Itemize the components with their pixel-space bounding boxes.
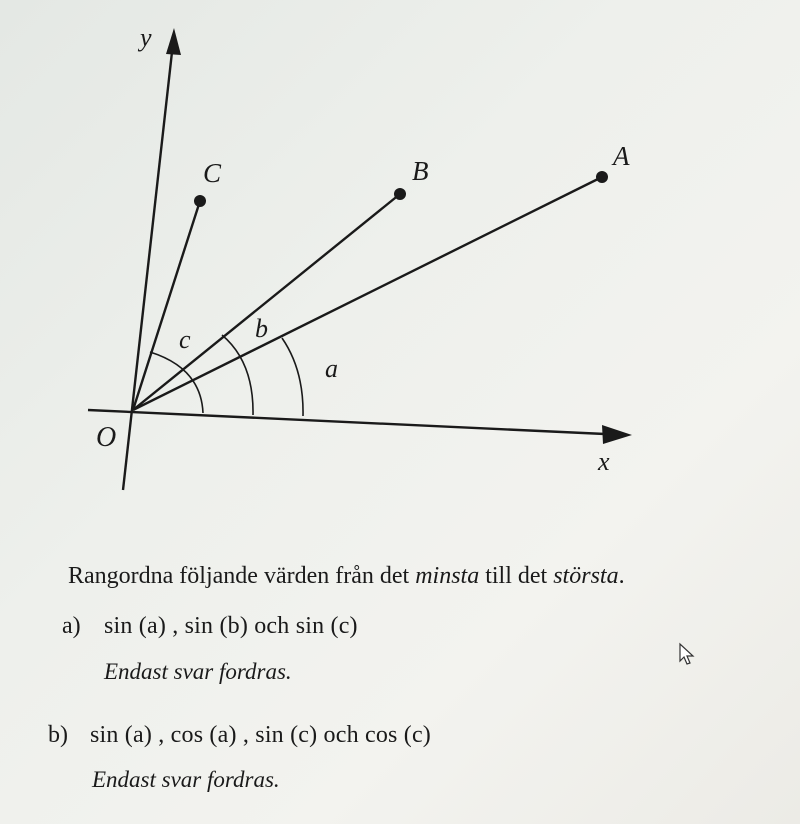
question-letter: a) [62, 613, 81, 639]
point-C [194, 195, 206, 207]
y-axis [123, 52, 172, 490]
y-axis-label: y [140, 23, 152, 52]
question-expression: sin (a) , sin (b) och sin (c) [104, 613, 358, 639]
intro-text-1: Rangordna följande värden från det [68, 563, 416, 589]
x-axis-label: x [598, 447, 610, 476]
ray-OA [133, 177, 602, 410]
angle-arc-b [222, 335, 253, 415]
origin-label: O [96, 422, 117, 453]
angle-arc-a [282, 338, 303, 416]
y-axis-arrowhead [166, 28, 181, 55]
question-expression: sin (a) , cos (a) , sin (c) och cos (c) [90, 722, 431, 748]
intro-emphasis-storsta: största [553, 563, 619, 589]
mouse-cursor-icon [678, 642, 696, 666]
intro-instruction [68, 563, 625, 590]
ray-OB [133, 194, 400, 410]
question-letter: b) [48, 722, 68, 748]
answer-note-a: Endast svar fordras. [104, 659, 292, 684]
point-label-C: C [203, 158, 222, 188]
point-A [596, 171, 608, 183]
intro-text-2: till det [479, 563, 554, 589]
x-axis-arrowhead [602, 425, 632, 444]
angle-label-a: a [325, 354, 338, 383]
answer-note-b: Endast svar fordras. [92, 767, 280, 792]
x-axis [88, 410, 605, 434]
point-label-B: B [412, 156, 429, 186]
angle-label-c: c [179, 325, 191, 354]
intro-emphasis-minsta: minsta [415, 563, 480, 589]
point-B [394, 188, 406, 200]
question-b [48, 722, 431, 749]
intro-text-3: . [618, 563, 625, 589]
question-a [62, 613, 358, 640]
angle-label-b: b [255, 314, 268, 343]
point-label-A: A [613, 141, 630, 171]
